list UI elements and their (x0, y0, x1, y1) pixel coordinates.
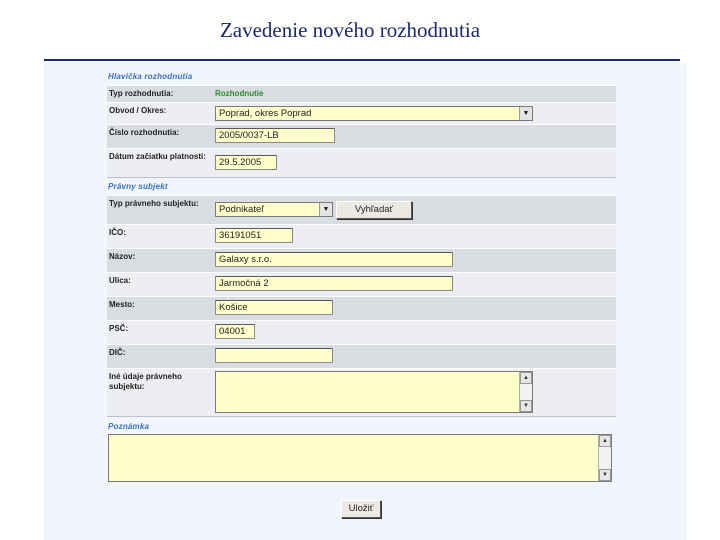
row-decision-number (107, 124, 616, 148)
name-input[interactable]: Galaxy s.r.o. (215, 252, 453, 267)
section-header-title: Hlavička rozhodnutia (108, 72, 193, 81)
street-label: Ulica: (107, 273, 211, 296)
decision-number-label: Číslo rozhodnutia: (107, 125, 211, 148)
dic-label: DIČ: (107, 345, 211, 368)
subject-type-select[interactable] (215, 202, 333, 217)
street-input[interactable]: Jarmočná 2 (215, 276, 453, 291)
row-subject-type (107, 195, 616, 224)
zip-label: PSČ: (107, 321, 211, 344)
row-valid-from (107, 148, 616, 177)
search-subject-button[interactable]: Vyhľadať (336, 201, 412, 219)
chevron-down-icon[interactable]: ▼ (319, 203, 332, 216)
name-label: Názov: (107, 249, 211, 272)
ico-label: IČO: (107, 225, 211, 248)
scroll-up-icon[interactable]: ▲ (520, 372, 532, 384)
row-dic (107, 344, 616, 368)
row-city (107, 296, 616, 320)
scroll-up-icon[interactable]: ▲ (599, 435, 611, 447)
other-info-label: Iné údaje právneho subjektu: (107, 369, 211, 416)
row-street (107, 272, 616, 296)
subject-form (107, 195, 616, 417)
row-other-info (107, 368, 616, 416)
slide-title: Zavedenie nového rozhodnutia (219, 18, 481, 42)
other-info-textarea[interactable] (215, 371, 533, 413)
header-form (107, 85, 616, 178)
zip-input[interactable]: 04001 (215, 324, 255, 339)
scroll-down-icon[interactable]: ▼ (520, 400, 532, 412)
city-label: Mesto: (107, 297, 211, 320)
dic-input[interactable] (215, 348, 333, 363)
district-select[interactable] (215, 106, 533, 121)
city-input[interactable]: Košice (215, 300, 333, 315)
scroll-down-icon[interactable]: ▼ (599, 469, 611, 481)
district-label: Obvod / Okres: (107, 103, 211, 124)
note-scrollbar[interactable] (598, 435, 611, 481)
subject-type-label: Typ právneho subjektu: (107, 196, 211, 224)
chevron-down-icon[interactable]: ▼ (519, 107, 532, 120)
row-name (107, 248, 616, 272)
decision-type-label: Typ rozhodnutia: (107, 86, 211, 102)
district-selected: Poprad, okres Poprad (219, 108, 312, 119)
section-note-title: Poznámka (108, 422, 150, 431)
subject-type-selected: Podnikateľ (219, 204, 265, 215)
ico-input[interactable]: 36191051 (215, 228, 293, 243)
title-divider (44, 59, 680, 61)
row-district (107, 102, 616, 124)
save-button[interactable]: Uložiť (341, 500, 381, 518)
valid-from-label: Dátum začiatku platnosti: (107, 149, 211, 177)
decision-number-input[interactable]: 2005/0037-LB (215, 128, 335, 143)
row-ico (107, 224, 616, 248)
section-subject-title: Právny subjekt (108, 182, 168, 191)
decision-type-value: Rozhodnutie (215, 89, 264, 98)
row-zip (107, 320, 616, 344)
note-textarea[interactable] (108, 434, 612, 482)
row-decision-type (107, 85, 616, 102)
other-info-scrollbar[interactable] (519, 372, 532, 412)
valid-from-input[interactable]: 29.5.2005 (215, 155, 277, 170)
